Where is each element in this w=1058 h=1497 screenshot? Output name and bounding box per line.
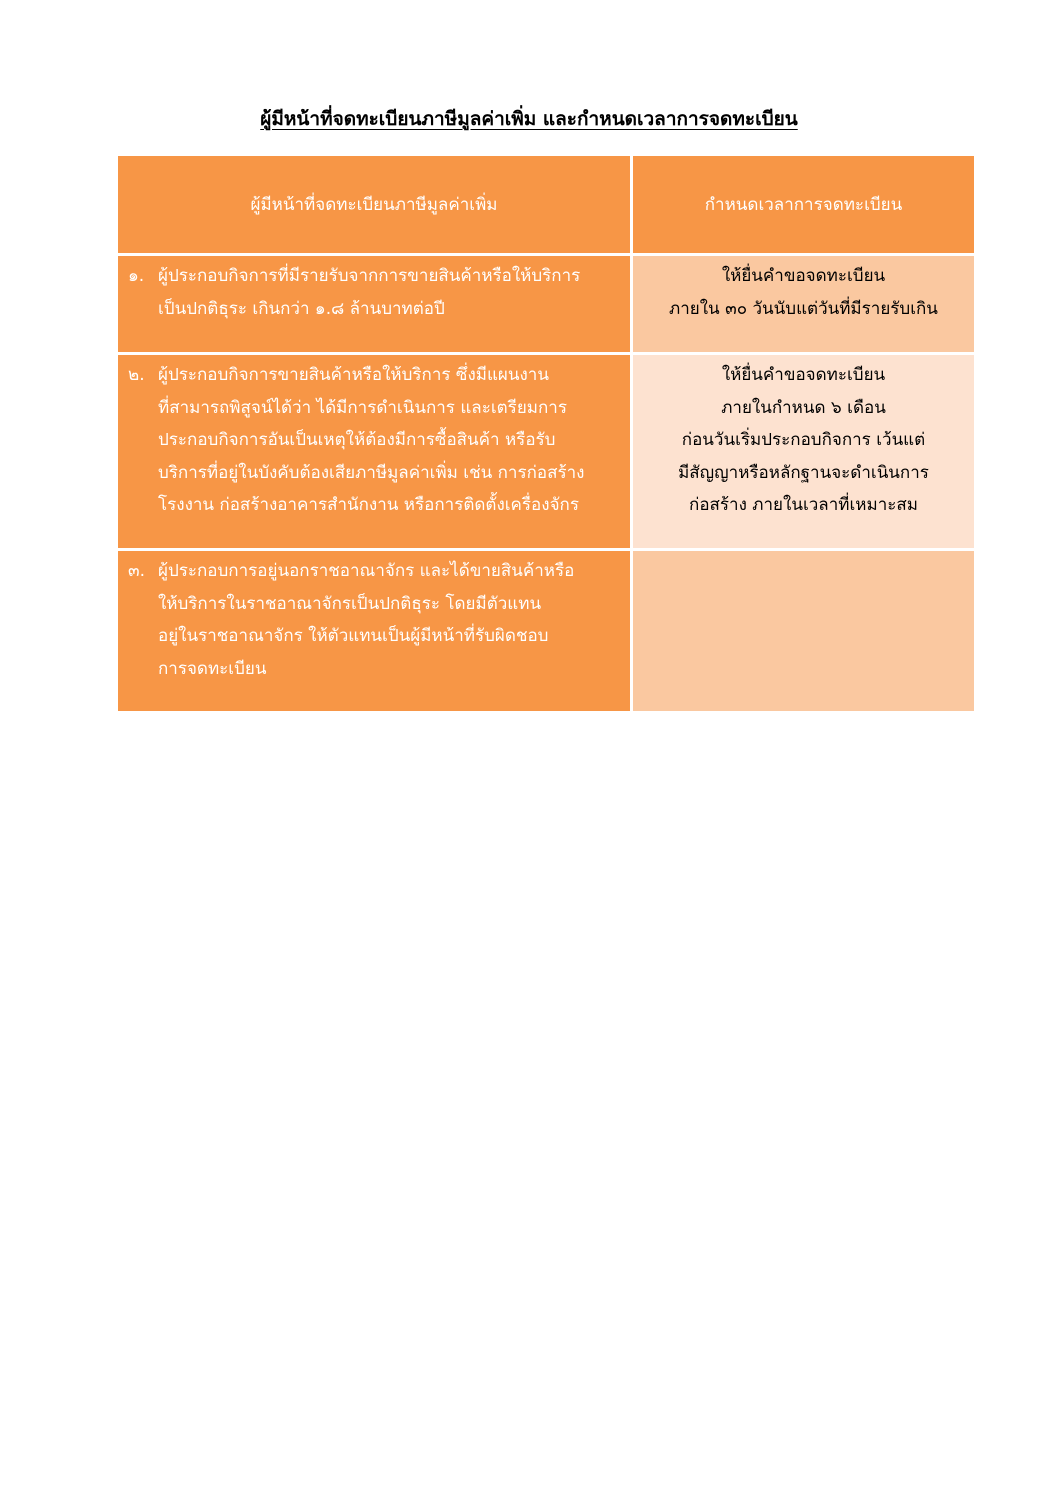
registrant-cell: [118, 551, 630, 711]
registrant-line: ผู้ประกอบกิจการขายสินค้าหรือให้บริการ ซึ่งมีแผนงาน: [158, 365, 549, 385]
page-title: ผู้มีหน้าที่จดทะเบียนภาษีมูลค่าเพิ่ม และกำหนดเวลาการจดทะเบียน: [260, 108, 798, 130]
registrant-line: ผู้ประกอบการอยู่นอกราชอาณาจักร และได้ขายสินค้าหรือ: [158, 561, 575, 581]
item-number: ๑.: [128, 266, 145, 286]
deadline-line: ภายในกำหนด ๖ เดือน: [721, 397, 886, 418]
deadline-line: ก่อนวันเริ่มประกอบกิจการ เว้นแต่: [681, 430, 926, 450]
registrant-line: ผู้ประกอบกิจการที่มีรายรับจากการขายสินค้าหรือให้บริการ: [158, 266, 581, 286]
deadline-cell: [633, 256, 974, 352]
item-number: ๒.: [128, 365, 145, 385]
table-row: [118, 256, 974, 352]
deadline-cell: [633, 355, 974, 548]
header-cell-registrant: ผู้มีหน้าที่จดทะเบียนภาษีมูลค่าเพิ่ม: [118, 156, 630, 253]
registrant-line: บริการที่อยู่ในบังคับต้องเสียภาษีมูลค่าเพิ่ม เช่น การก่อสร้าง: [158, 462, 585, 483]
registrant-line: ประกอบกิจการอันเป็นเหตุให้ต้องมีการซื้อสินค้า หรือรับ: [158, 430, 556, 450]
registrant-line: ที่สามารถพิสูจน์ได้ว่า ได้มีการดำเนินการ และเตรียมการ: [158, 397, 567, 418]
table-row: [118, 355, 974, 548]
registrant-line: เป็นปกติธุระ เกินกว่า ๑.๘ ล้านบาทต่อปี: [158, 298, 445, 319]
table-row: [118, 551, 974, 711]
deadline-line: ให้ยื่นคำขอจดทะเบียน: [721, 365, 886, 385]
deadline-line: มีสัญญาหรือหลักฐานจะดำเนินการ: [678, 462, 929, 483]
deadline-line: ภายใน ๓๐ วันนับแต่วันที่มีรายรับเกิน: [669, 298, 938, 319]
registration-table: [118, 156, 974, 714]
registrant-line: โรงงาน ก่อสร้างอาคารสำนักงาน หรือการติดตั้งเครื่องจักร: [158, 495, 579, 515]
deadline-cell-empty: [633, 551, 974, 711]
registrant-line: อยู่ในราชอาณาจักร ให้ตัวแทนเป็นผู้มีหน้าที่รับผิดชอบ: [158, 626, 549, 646]
registrant-line: ให้บริการในราชอาณาจักรเป็นปกติธุระ โดยมีตัวแทน: [158, 593, 542, 614]
deadline-line: ให้ยื่นคำขอจดทะเบียน: [721, 266, 886, 286]
deadline-line: ก่อสร้าง ภายในเวลาที่เหมาะสม: [689, 495, 918, 515]
registrant-cell: [118, 355, 630, 548]
item-number: ๓.: [128, 561, 146, 581]
header-cell-deadline: กำหนดเวลาการจดทะเบียน: [633, 156, 974, 253]
registrant-line: การจดทะเบียน: [158, 658, 267, 679]
registrant-cell: [118, 256, 630, 352]
table-header-row: [118, 156, 974, 253]
